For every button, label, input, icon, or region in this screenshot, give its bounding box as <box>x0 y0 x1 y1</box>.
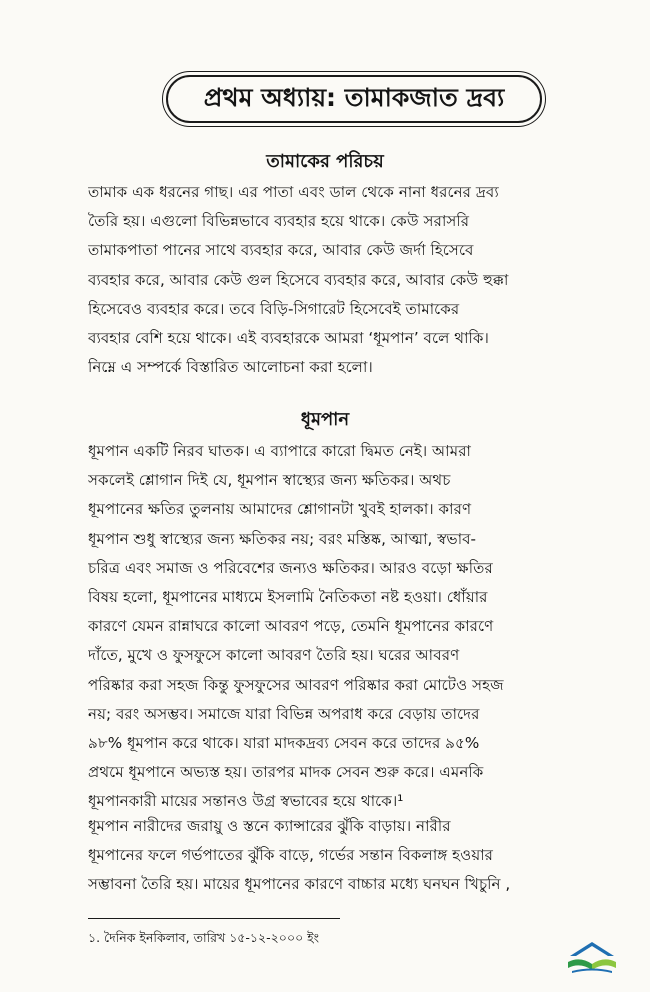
text-line: তামাক এক ধরনের গাছ। এর পাতা এবং ডাল থেকে নানা ধরনের দ্রব্য <box>88 183 499 201</box>
text-line: ব্যবহার করে, আবার কেউ গুল হিসেবে ব্যবহার করে, আবার কেউ হুক্কা <box>88 270 509 289</box>
section-heading-tobacco-intro: তামাকের পরিচয় <box>266 151 384 172</box>
footnote: ১. দৈনিক ইনকিলাব, তারিখ ১৫-১২-২০০০ ইং <box>88 930 320 945</box>
text-line: ধূমপানকারী মায়ের সন্তানও উগ্র স্বভাবের হয়ে থাকে।¹ <box>88 792 404 811</box>
text-line: হিসেবেও ব্যবহার করে। তবে বিড়ি-সিগারেট হিসেবেই তামাকের <box>88 299 460 318</box>
text-line: চরিত্র এবং সমাজ ও পরিবেশের জন্যও ক্ষতিকর। আরও বড়ো ক্ষতির <box>88 558 493 577</box>
text-line: ব্যবহার বেশি হয়ে থাকে। এই ব্যবহারকে আমরা ‘ধূমপান’ বলে থাকি। <box>88 329 489 348</box>
paragraph-smoking <box>88 437 614 817</box>
text-line: বিষয় হলো, ধূমপানের মাধ্যমে ইসলামি নৈতিকতা নষ্ট হওয়া। ধোঁয়ার <box>88 588 488 607</box>
section-heading-smoking: ধূমপান <box>300 409 350 430</box>
footnote-divider <box>88 918 340 919</box>
text-line: প্রথমে ধূমপানে অভ্যস্ত হয়। তারপর মাদক সেবন শুরু করে। এমনকি <box>88 763 484 782</box>
chapter-title-text: প্রথম অধ্যায়: তামাকজাত দ্রব্য <box>203 82 505 112</box>
text-line: তৈরি হয়। এগুলো বিভিন্নভাবে ব্যবহার হয়ে থাকে। কেউ সরাসরি <box>88 212 470 231</box>
text-line: পরিষ্কার করা সহজ কিন্তু ফুসফুসের আবরণ পরিষ্কার করা মোটেও সহজ <box>88 675 504 694</box>
text-line: সকলেই শ্লোগান দিই যে, ধূমপান স্বাস্থ্যের জন্য ক্ষতিকর। অথচ <box>88 471 451 490</box>
text-line: নিম্নে এ সম্পর্কে বিস্তারিত আলোচনা করা হলো। <box>88 358 373 377</box>
text-line: ধূমপান শুধু স্বাস্থ্যের জন্য ক্ষতিকর নয়; বরং মস্তিষ্ক, আত্মা, স্বভাব- <box>88 529 477 548</box>
text-line: তামাকপাতা পানের সাথে ব্যবহার করে, আবার কেউ জর্দা হিসেবে <box>88 241 474 260</box>
text-line: কারণে যেমন রান্নাঘরে কালো আবরণ পড়ে, তেমনি ধূমপানের কারণে <box>88 617 494 636</box>
text-line: নয়; বরং অসম্ভব। সমাজে যারা বিভিন্ন অপরাধ করে বেড়ায় তাদের <box>88 704 480 723</box>
chapter-title <box>166 75 542 123</box>
logo-book-right <box>592 959 616 970</box>
logo-roof <box>570 942 614 956</box>
text-line: ৯৮% ধূমপান করে থাকে। যারা মাদকদ্রব্য সেবন করে তাদের ৯৫% <box>88 734 480 753</box>
text-line: ধূমপান একটি নিরব ঘাতক। এ ব্যাপারে কারো দ্বিমত নেই। আমরা <box>88 442 471 460</box>
paragraph-tobacco-intro <box>88 178 614 382</box>
paragraph-smoking-women <box>88 812 614 900</box>
text-line: ধূমপানের ক্ষতির তুলনায় আমাদের শ্লোগানটা খুবই হালকা। কারণ <box>88 500 472 519</box>
text-line: সম্ভাবনা তৈরি হয়। মায়ের ধূমপানের কারণে বাচ্চার মধ্যে ঘনঘন খিচুনি , <box>88 875 511 894</box>
text-line: ধূমপানের ফলে গর্ভপাতের ঝুঁকি বাড়ে, গর্ভের সন্তান বিকলাঙ্গ হওয়ার <box>88 846 494 865</box>
logo-book-left <box>568 959 592 970</box>
publisher-logo-icon <box>564 938 620 976</box>
text-line: দাঁতে, মুখে ও ফুসফুসে কালো আবরণ তৈরি হয়। ঘরের আবরণ <box>88 646 460 665</box>
logo-base <box>572 969 612 974</box>
text-line: ধূমপান নারীদের জরায়ু ও স্তনে ক্যান্সারের ঝুঁকি বাড়ায়। নারীর <box>88 817 451 835</box>
